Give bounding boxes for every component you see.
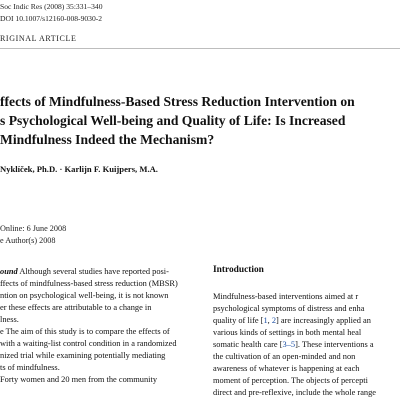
author-list: Nyklíček, Ph.D. · Karlijn F. Kuijpers, M.A. [0, 164, 158, 174]
intro-line: awareness of whatever is happening at each [213, 364, 360, 373]
abstract-line: with a waiting-list control condition in a randomized [0, 339, 177, 348]
abstract-line: lness. [0, 315, 19, 324]
abstract-line: nized trial while examining potentially mediating [0, 351, 166, 360]
reference-link[interactable]: 2 [271, 316, 277, 325]
abstract-line: ts of mindfulness. [0, 363, 60, 372]
published-date: Online: 6 June 2008 [0, 224, 67, 233]
abstract-line: ffects of mindfulness-based stress reduction (MBSR) [0, 279, 178, 288]
intro-line: moment of perception. The objects of percepti [213, 376, 368, 385]
header-divider [0, 48, 400, 49]
intro-line: somatic health care [3–5]. These interventions a [213, 340, 374, 349]
abstract-line: ntion on psychological well-being, it is not known [0, 291, 169, 300]
abstract-line: er these effects are attributable to a change in [0, 303, 152, 312]
copyright-line: e Author(s) 2008 [0, 236, 56, 245]
article-title-line-1: ffects of Mindfulness-Based Stress Reduction Intervention on [0, 94, 355, 109]
intro-line: various kinds of settings in both mental heal [213, 328, 362, 337]
intro-line: direct and pre-reflexive, include the whole range [213, 388, 377, 397]
intro-line: the cultivation of an open-minded and non [213, 352, 356, 361]
journal-citation: Soc Indic Res (2008) 35:331–340 [0, 2, 103, 11]
abstract-line: e The aim of this study is to compare the effects of [0, 327, 170, 336]
introduction-heading: Introduction [213, 265, 264, 275]
article-type-label: RIGINAL ARTICLE [0, 34, 77, 43]
reference-link[interactable]: 1 [263, 316, 268, 325]
intro-line: quality of life [1, 2] are increasingly applied an [213, 316, 371, 325]
abstract-line: Forty women and 20 men from the community [0, 375, 158, 384]
intro-line: psychological symptoms of distress and enha [213, 304, 365, 313]
abstract-line: ound Although several studies have reported posi- [0, 267, 169, 276]
article-title-line-3: Mindfulness Indeed the Mechanism? [0, 132, 215, 147]
reference-link[interactable]: 3–5 [282, 340, 296, 349]
intro-line: Mindfulness-based interventions aimed at r [213, 292, 359, 301]
abstract-section-lead: ound [0, 267, 18, 276]
doi-link[interactable]: DOI 10.1007/s12160-008-9030-2 [0, 14, 103, 23]
article-title-line-2: s Psychological Well-being and Quality of Life: Is Increased [0, 113, 346, 128]
